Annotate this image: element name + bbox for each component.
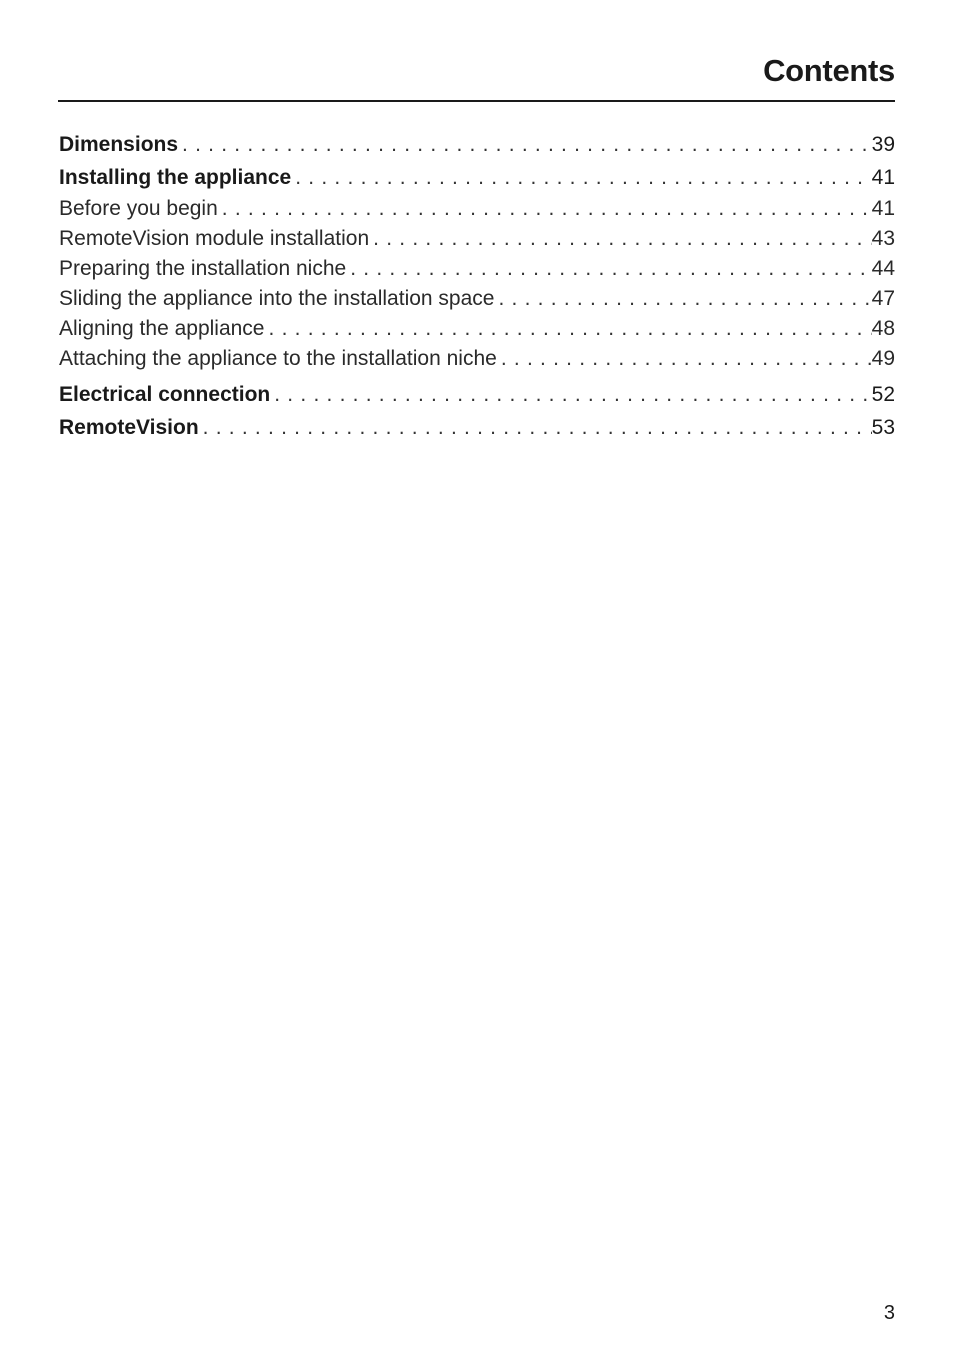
- toc-entry-label: RemoteVision module installation: [59, 227, 370, 250]
- dot-leader: [218, 194, 872, 224]
- title-divider: [58, 100, 895, 102]
- toc-entry-before-you-begin[interactable]: [59, 194, 895, 224]
- toc-entry-page: 44: [871, 257, 895, 280]
- toc-entry-label: Installing the appliance: [59, 166, 292, 189]
- toc-entry-sliding-the-appliance[interactable]: [59, 284, 895, 314]
- toc-entry-electrical-connection[interactable]: [59, 378, 895, 411]
- toc-entry-page: 52: [871, 383, 895, 406]
- dot-leader: [346, 254, 871, 284]
- dot-leader: [497, 344, 872, 374]
- toc-entry-label: Preparing the installation niche: [59, 257, 347, 280]
- toc-entry-remotevision-module-installation[interactable]: [59, 224, 895, 254]
- dot-leader: [178, 128, 872, 161]
- dot-leader: [291, 161, 871, 194]
- table-of-contents: [59, 128, 895, 444]
- toc-entry-label: Electrical connection: [59, 383, 271, 406]
- toc-entry-label: Sliding the appliance into the installation space: [59, 287, 495, 310]
- toc-entry-label: Before you begin: [59, 197, 218, 220]
- toc-entry-page: 41: [871, 166, 895, 189]
- page-number: 3: [883, 1302, 895, 1324]
- toc-entry-preparing-the-installation-niche[interactable]: [59, 254, 895, 284]
- toc-entry-dimensions[interactable]: [59, 128, 895, 161]
- toc-entry-aligning-the-appliance[interactable]: [59, 314, 895, 344]
- toc-entry-page: 48: [871, 317, 895, 340]
- dot-leader: [265, 314, 872, 344]
- page-title: Contents: [763, 53, 895, 88]
- dot-leader: [369, 224, 872, 254]
- toc-entry-label: RemoteVision: [59, 416, 199, 439]
- toc-entry-label: Attaching the appliance to the installation niche: [59, 347, 497, 370]
- toc-entry-attaching-the-appliance[interactable]: [59, 344, 895, 374]
- toc-entry-page: 49: [871, 347, 895, 370]
- toc-entry-page: 47: [871, 287, 895, 310]
- toc-entry-page: 41: [871, 197, 895, 220]
- toc-entry-label: Aligning the appliance: [59, 317, 265, 340]
- dot-leader: [494, 284, 871, 314]
- toc-entry-page: 39: [871, 133, 895, 156]
- toc-entry-page: 53: [871, 416, 895, 439]
- dot-leader: [270, 378, 871, 411]
- toc-entry-page: 43: [871, 227, 895, 250]
- dot-leader: [199, 411, 872, 444]
- toc-entry-installing-the-appliance[interactable]: [59, 161, 895, 194]
- toc-entry-remotevision[interactable]: [59, 411, 895, 444]
- toc-entry-label: Dimensions: [59, 133, 179, 156]
